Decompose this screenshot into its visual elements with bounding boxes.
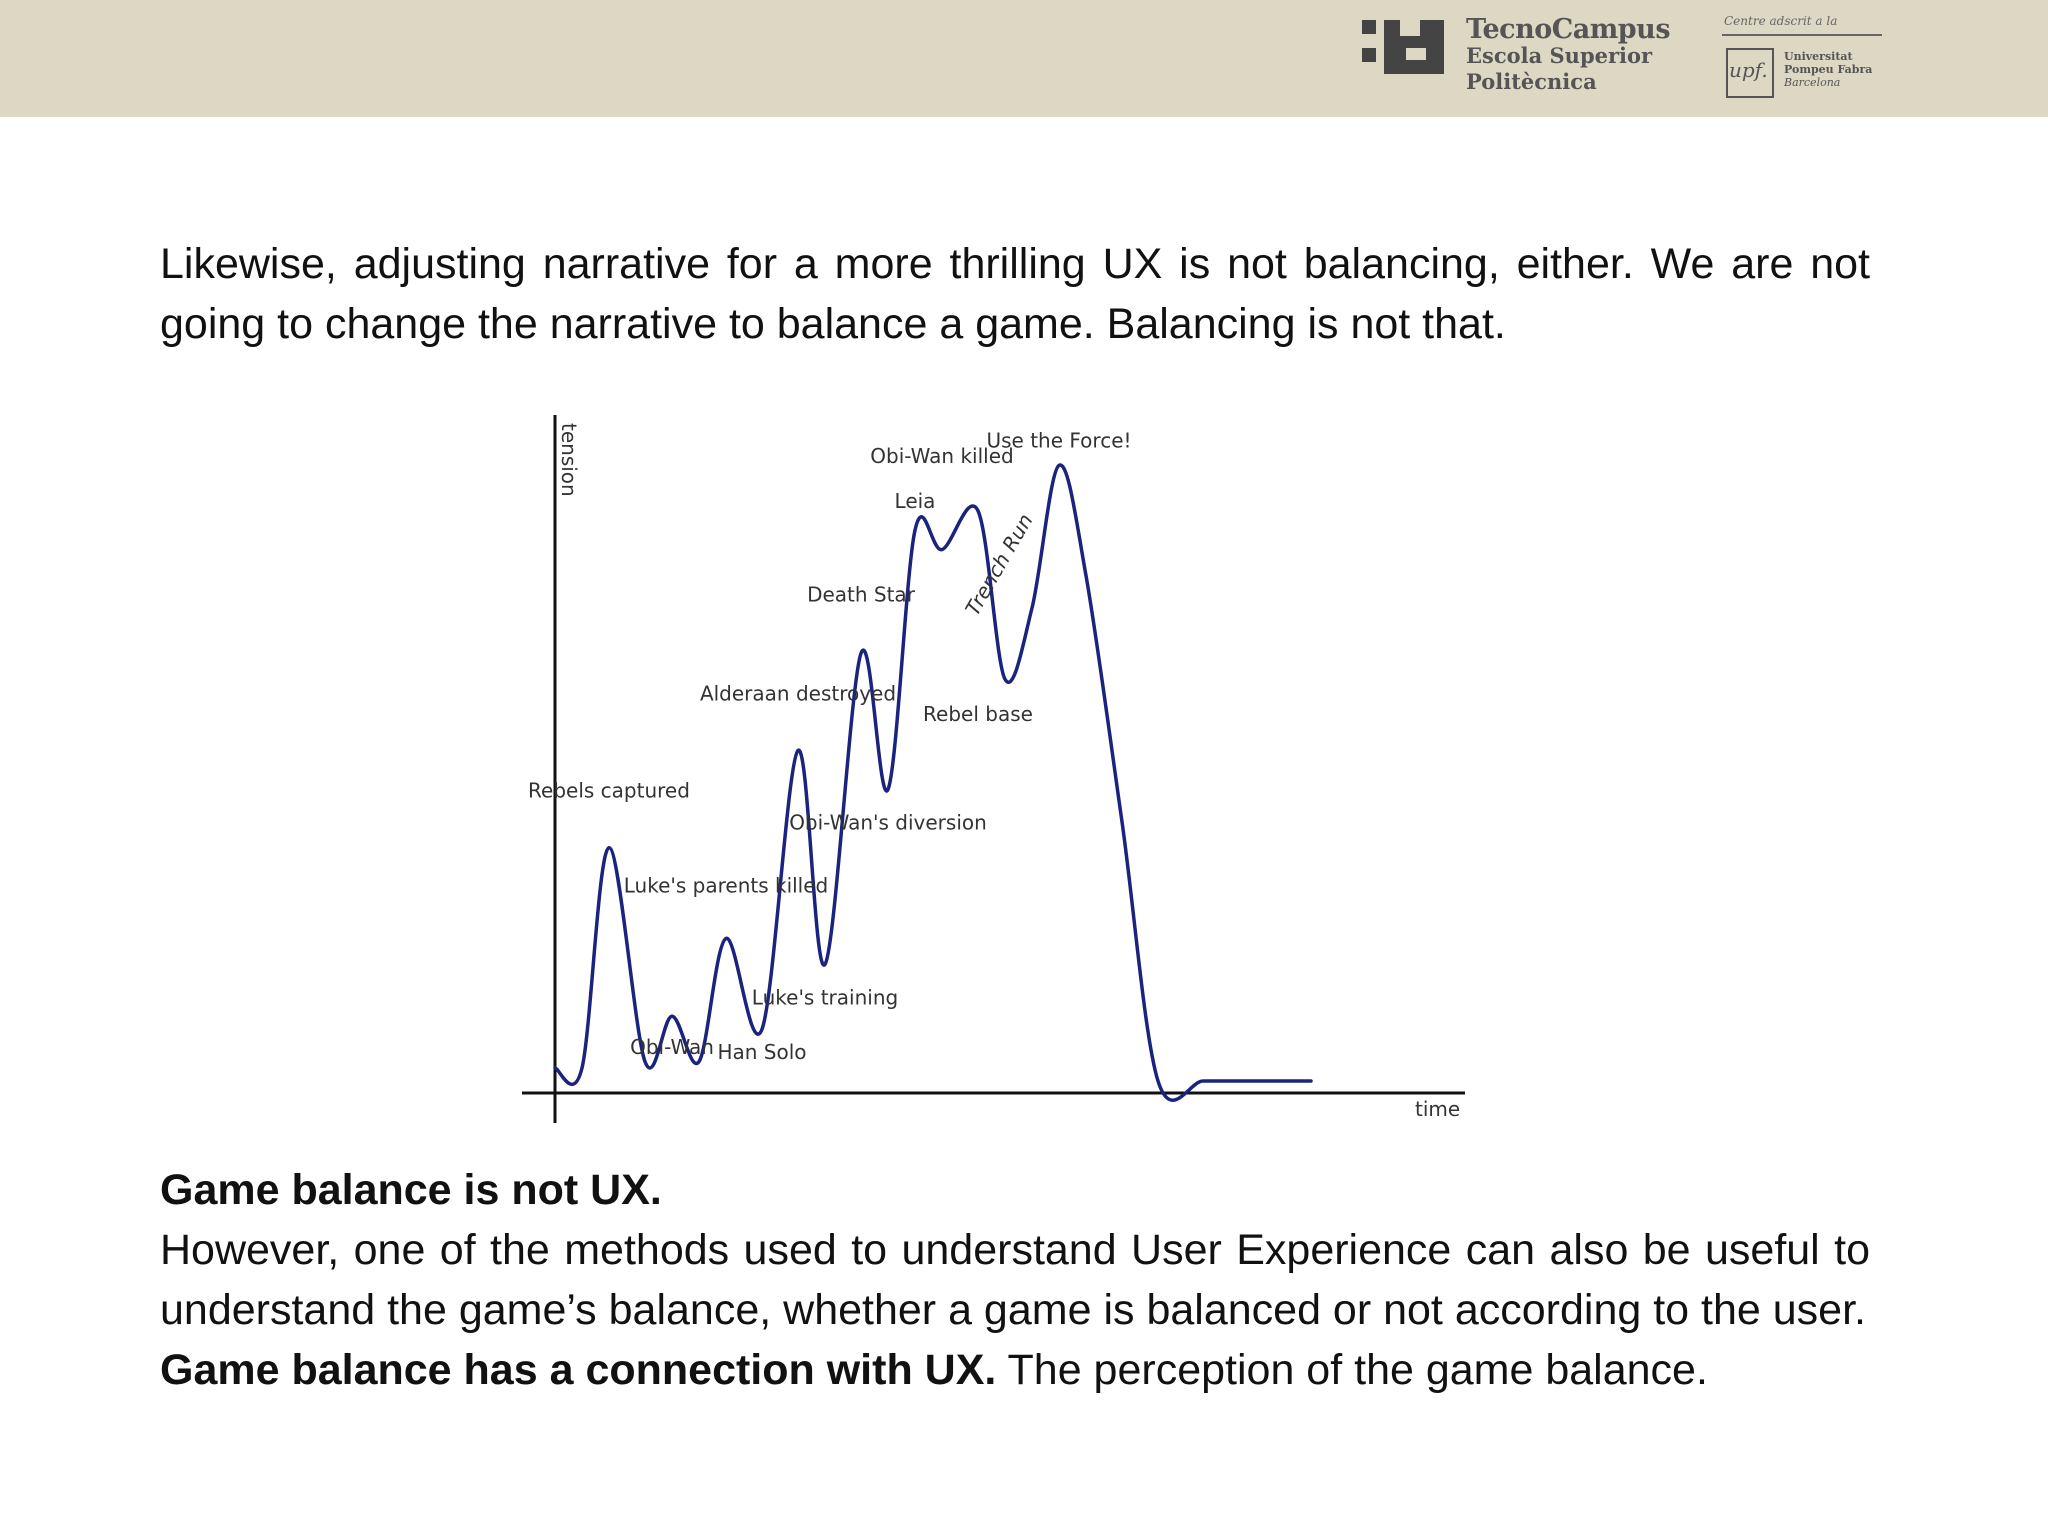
conclusion-heading: Game balance is not UX.: [160, 1166, 662, 1214]
annotation-label: Obi-Wan's diversion: [789, 810, 987, 835]
conclusion-trailing: The perception of the game balance.: [996, 1346, 1708, 1394]
annotation-label: Luke's parents killed: [623, 873, 829, 898]
annotation-label: Trench Run: [960, 509, 1038, 620]
tecnocampus-line2: Escola Superior: [1466, 43, 1653, 68]
annotation-label: Han Solo: [717, 1040, 807, 1065]
annotation-label: Obi-Wan: [630, 1035, 714, 1060]
annotations: [528, 428, 1131, 1064]
annotation-label: Luke's training: [751, 985, 899, 1010]
slide-header: [0, 0, 2048, 117]
annotation-label: Death Star: [807, 582, 915, 607]
intro-paragraph: Likewise, adjusting narrative for a more thrilling UX is not balancing, either. We are not going to change the narrative to balance a game. Balancing is not that.: [160, 240, 1870, 348]
upf-name-line3: Barcelona: [1784, 76, 1841, 89]
upf-mark: upf.: [1729, 58, 1768, 82]
tecnocampus-line3: Politècnica: [1466, 69, 1597, 94]
upf-name-line1: Universitat: [1784, 50, 1853, 63]
tension-chart: [510, 403, 1470, 1131]
annotation-label: Use the Force!: [986, 428, 1132, 453]
upf-divider: [1722, 34, 1882, 36]
tecnocampus-line1: TecnoCampus: [1466, 14, 1671, 45]
tecnocampus-wordmark: [1466, 14, 1671, 95]
annotation-label: Leia: [894, 489, 936, 514]
upf-caption: Centre adscrit a la: [1724, 14, 1838, 28]
conclusion-body: However, one of the methods used to understand User Experience can also be useful to understand the game’s balance, whether a game is balanced or not according to the user.: [160, 1226, 1870, 1334]
annotation-label: Rebel base: [923, 702, 1033, 727]
upf-name-line2: Pompeu Fabra: [1784, 63, 1873, 76]
y-axis-label: tension: [557, 423, 581, 497]
conclusion-bold-statement: Game balance has a connection with UX.: [160, 1346, 997, 1394]
upf-logo: [1722, 14, 1882, 104]
annotation-label: Alderaan destroyed: [699, 681, 897, 706]
upf-name: [1784, 50, 1872, 89]
tecnocampus-logo-icon: [1362, 20, 1444, 74]
annotation-label: Obi-Wan killed: [870, 443, 1014, 468]
conclusion: [160, 1160, 1870, 1400]
annotation-label: Rebels captured: [528, 778, 690, 803]
x-axis-label: time: [1415, 1097, 1461, 1121]
